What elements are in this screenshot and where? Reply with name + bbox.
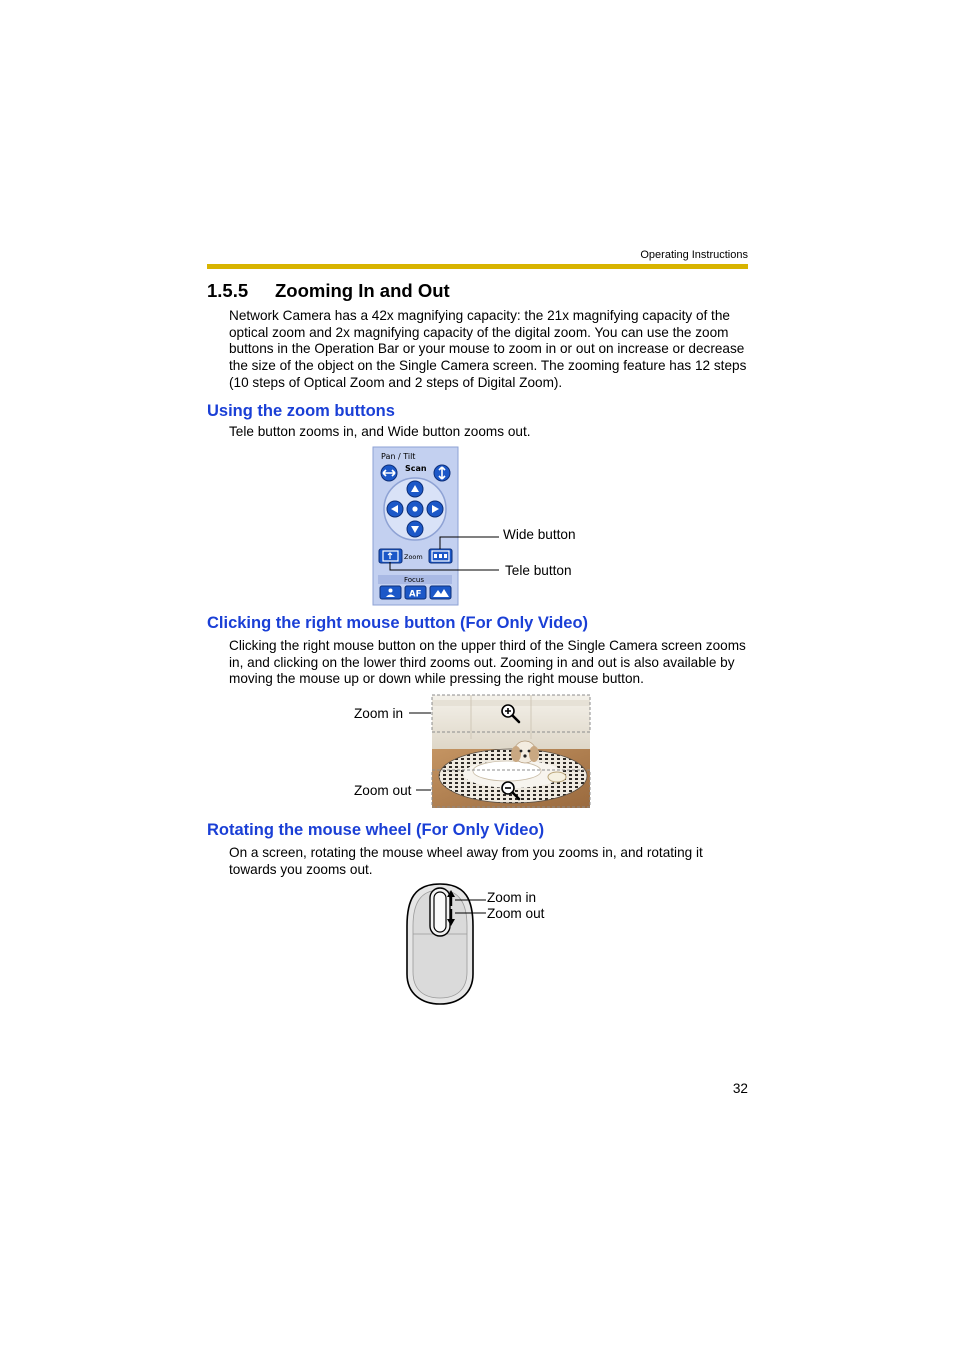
pan-tilt-label: Pan / Tilt: [381, 452, 416, 461]
scan-label: Scan: [405, 464, 427, 473]
subheading-mouse-wheel: Rotating the mouse wheel (For Only Video): [207, 821, 545, 839]
intro-paragraph: Network Camera has a 42x magnifying capacity: the 21x magnifying capacity of the optical zoom and 2x magnifying capacity of the digital zoom. You can use the zoom buttons in the Operation Bar or your mouse to zoom in or out on increase or decrease the size of the object on the Single Camera screen. The zooming feature has 12 steps (10 steps of Optical Zoom and 2 steps of Digital Zoom).: [229, 308, 747, 390]
focus-label: Focus: [404, 576, 424, 584]
zoom-in-callout: Zoom in: [354, 706, 404, 721]
section-title: Zooming In and Out: [275, 280, 450, 301]
zoom-label: Zoom: [404, 553, 423, 561]
page-number: 32: [732, 1081, 748, 1096]
wide-button-callout: Wide button: [503, 527, 576, 542]
running-header: Operating Instructions: [640, 249, 748, 261]
mouse-wheel-paragraph: On a screen, rotating the mouse wheel away from you zooms in, and rotating it towards you zooms out.: [229, 845, 703, 877]
subheading-right-mouse: Clicking the right mouse button (For Only Video): [207, 614, 589, 632]
zoom-buttons-paragraph: Tele button zooms in, and Wide button zooms out.: [229, 424, 531, 439]
wheel-zoom-in-callout: Zoom in: [487, 890, 537, 905]
subheading-zoom-buttons: Using the zoom buttons: [207, 402, 395, 420]
section-number: 1.5.5: [207, 280, 249, 301]
right-mouse-paragraph: Clicking the right mouse button on the upper third of the Single Camera screen zooms in, and clicking on the lower third zooms out. Zooming in and out is also available by moving the mouse up or down while pressing the right mouse button.: [229, 638, 746, 687]
af-label: AF: [409, 589, 422, 600]
zoom-out-callout: Zoom out: [354, 783, 412, 798]
tele-button-callout: Tele button: [505, 563, 572, 578]
wheel-zoom-out-callout: Zoom out: [487, 906, 545, 921]
